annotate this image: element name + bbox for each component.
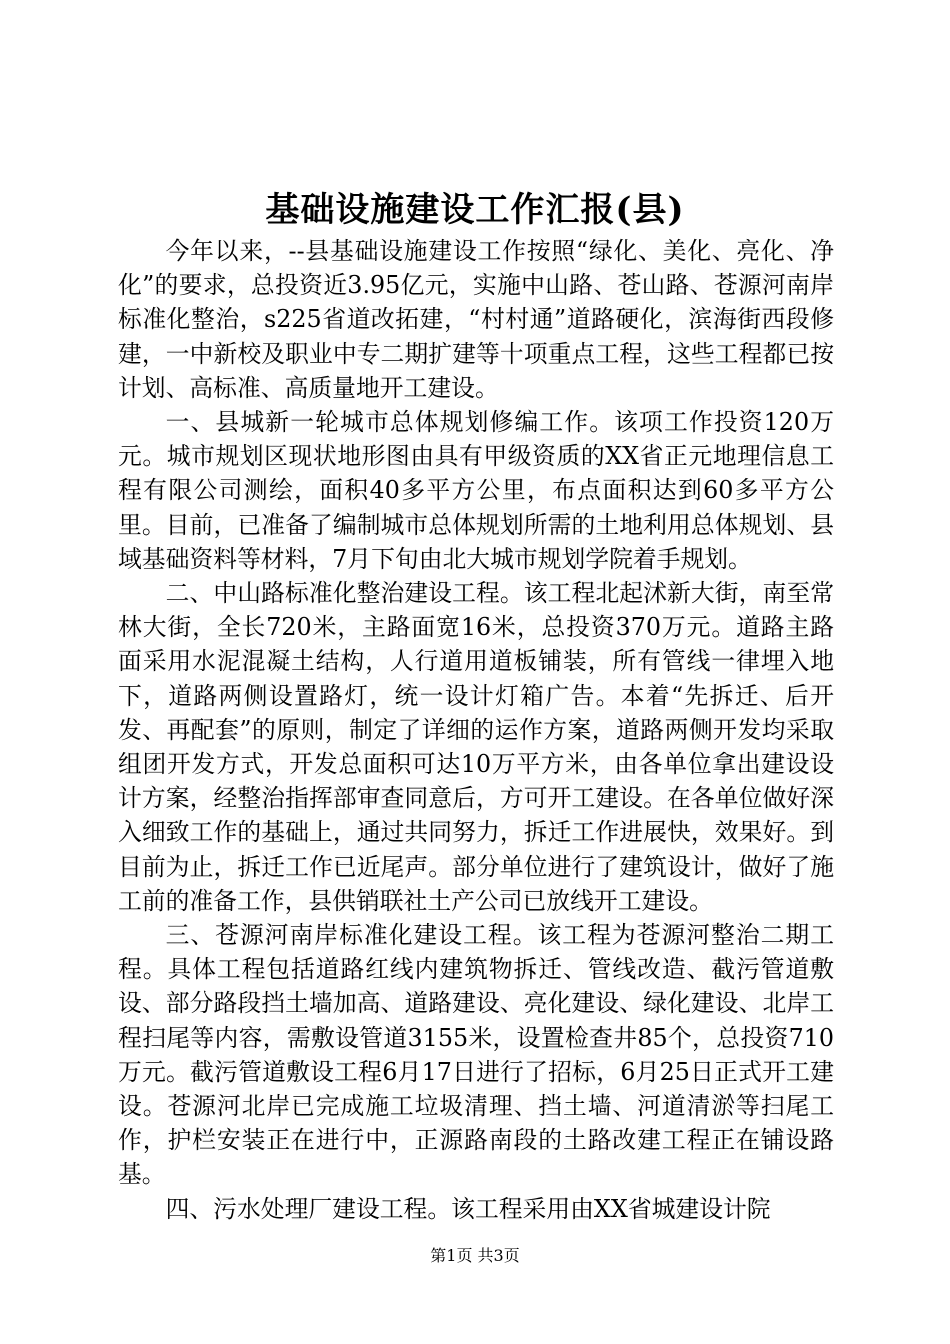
document-title: 基础设施建设工作汇报(县)	[265, 190, 685, 230]
paragraph-intro: 今年以来，--县基础设施建设工作按照“绿化、美化、亮化、净化”的要求，总投资近3.95亿元，实施中山路、苍山路、苍源河南岸标准化整治，s225省道改拓建，“村村通”道路硬化，滨海街西段修建，一中新校及职业中专二期扩建等十项重点工程，这些工程都已按计划、高标准、高质量地开工建设。	[118, 237, 834, 402]
page-number-footer: 第1页 共3页	[430, 1246, 520, 1265]
document-body	[118, 234, 834, 1226]
paragraph-section-4: 四、污水处理厂建设工程。该工程采用由XX省城建设计院	[165, 1194, 771, 1223]
paragraph-section-2: 二、中山路标准化整治建设工程。该工程北起沭新大街，南至常林大街，全长720米，主路面宽16米，总投资370万元。道路主路面采用水泥混凝土结构，人行道用道板铺装，所有管线一律埋入地下，道路两侧设置路灯，统一设计灯箱广告。本着“先拆迁、后开发、再配套”的原则，制定了详细的运作方案，道路两侧开发均采取组团开发方式，开发总面积可达10万平方米，由各单位拿出建设设计方案，经整治指挥部审查同意后，方可开工建设。在各单位做好深入细致工作的基础上，通过共同努力，拆迁工作进展快，效果好。到目前为止，拆迁工作已近尾声。部分单位进行了建筑设计，做好了施工前的准备工作，县供销联社土产公司已放线开工建设。	[118, 579, 834, 915]
paragraph-section-3: 三、苍源河南岸标准化建设工程。该工程为苍源河整治二期工程。具体工程包括道路红线内建筑物拆迁、管线改造、截污管道敷设、部分路段挡土墙加高、道路建设、亮化建设、绿化建设、北岸工程扫尾等内容，需敷设管道3155米，设置检查井85个，总投资710万元。截污管道敷设工程6月17日进行了招标，6月25日正式开工建设。苍源河北岸已完成施工垃圾清理、挡土墙、河道清淤等扫尾工作，护栏安装正在进行中，正源路南段的土路改建工程正在铺设路基。	[118, 921, 834, 1189]
paragraph-section-1: 一、县城新一轮城市总体规划修编工作。该项工作投资120万元。城市规划区现状地形图由具有甲级资质的XX省正元地理信息工程有限公司测绘，面积40多平方公里，布点面积达到60多平方公里。目前，已准备了编制城市总体规划所需的土地利用总体规划、县域基础资料等材料，7月下旬由北大城市规划学院着手规划。	[118, 408, 834, 573]
